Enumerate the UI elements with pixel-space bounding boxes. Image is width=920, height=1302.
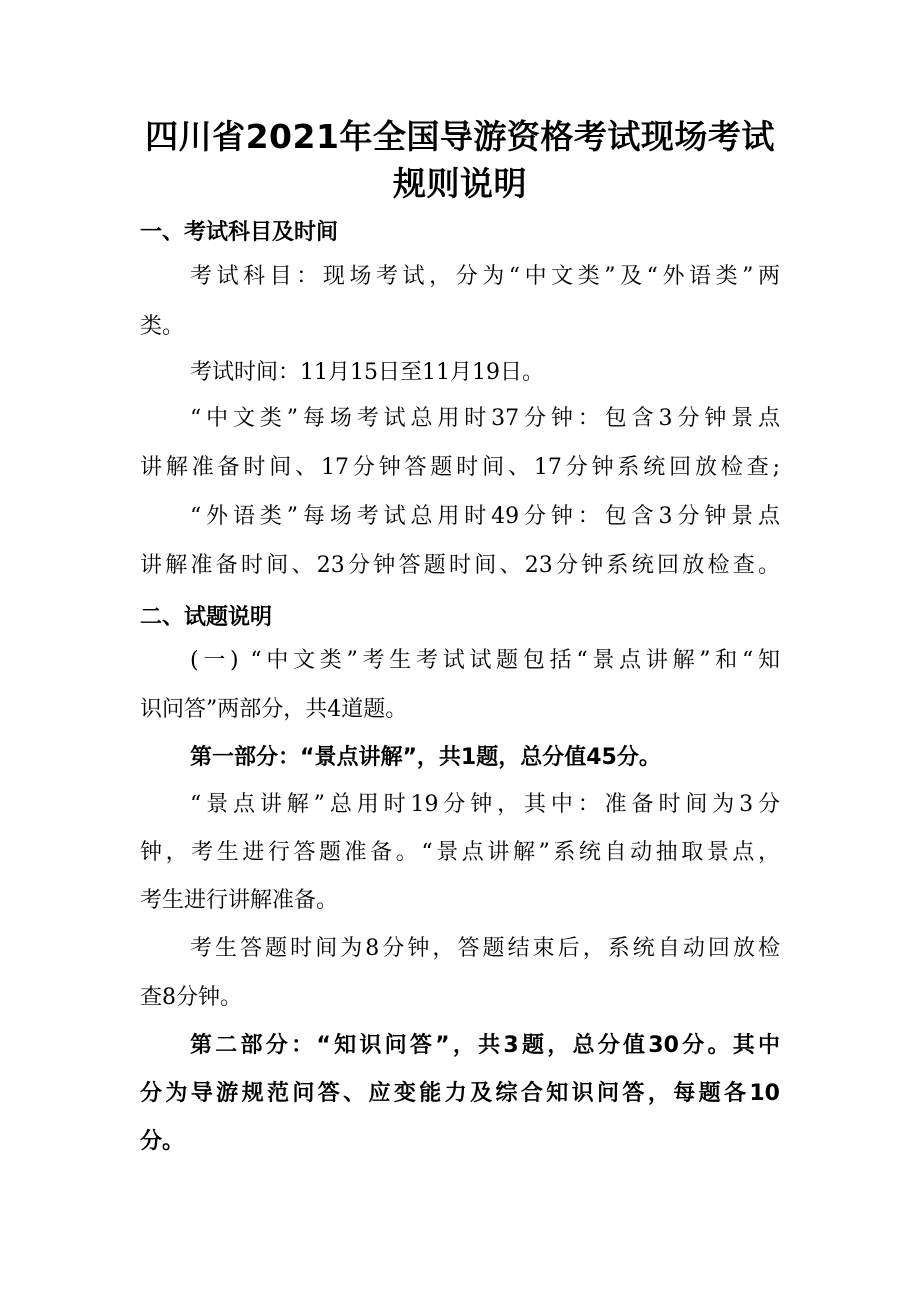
part-one-heading: 第一部分：“景点讲解”，共1题，总分值45分。 [190, 745, 661, 770]
paragraph-line: 考试时间：11月15日至11月19日。 [190, 360, 544, 385]
paragraph-line: 识问答”两部分，共4道题。 [140, 697, 408, 722]
paragraph-line: 考生进行讲解准备。 [140, 888, 339, 913]
paragraph-line: 类。 [140, 314, 185, 339]
paragraph-line: “外语类”每场考试总用时49分钟：包含3分钟景点 [190, 504, 780, 529]
paragraph-line: 钟，考生进行答题准备。“景点讲解”系统自动抽取景点， [140, 840, 780, 865]
paragraph-line: 考试科目：现场考试，分为“中文类”及“外语类”两 [190, 264, 780, 289]
paragraph-line: 讲解准备时间、23分钟答题时间、23分钟系统回放检查。 [140, 553, 780, 578]
paragraph-line: “景点讲解”总用时19分钟，其中：准备时间为3分 [190, 792, 780, 817]
paragraph-line: 考生答题时间为8分钟，答题结束后，系统自动回放检 [190, 936, 780, 961]
document-title-line-2: 规则说明 [393, 164, 527, 203]
paragraph-line: (一) “中文类”考生考试试题包括“景点讲解”和“知 [190, 648, 780, 673]
part-two-text-line: 分为导游规范问答、应变能力及综合知识问答，每题各10 [140, 1081, 780, 1106]
section-heading-subjects-time: 一、考试科目及时间 [140, 220, 339, 245]
paragraph-line: “中文类”每场考试总用时37分钟：包含3分钟景点 [190, 406, 780, 431]
document-title-line-1: 四川省2021年全国导游资格考试现场考试 [145, 117, 775, 156]
paragraph-line: 查8分钟。 [140, 985, 242, 1010]
paragraph-line: 讲解准备时间、17分钟答题时间、17分钟系统回放检查; [140, 455, 780, 480]
part-two-text-line: 分。 [140, 1129, 185, 1154]
part-two-heading: 第二部分：“知识问答”，共3题，总分值30分。其中 [190, 1033, 780, 1058]
section-heading-questions: 二、试题说明 [140, 605, 273, 630]
